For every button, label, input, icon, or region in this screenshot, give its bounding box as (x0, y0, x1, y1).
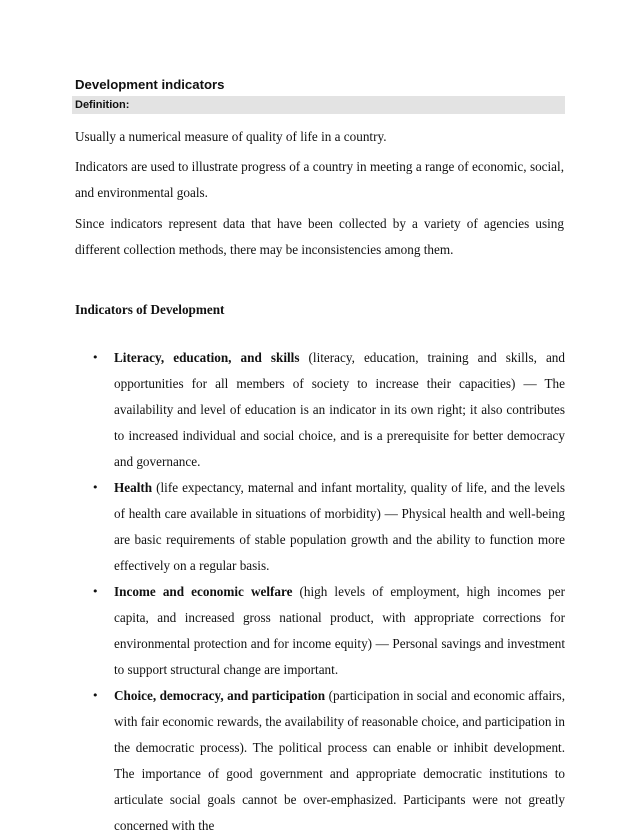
bullet-icon: • (92, 585, 99, 598)
bullet-icon: • (92, 481, 99, 494)
definition-label: Definition: (75, 99, 130, 111)
indicator-term: Choice, democracy, and participation (114, 688, 326, 703)
indicator-text: (participation in social and economic affairs, with fair economic rewards, the availability of reasonable choice, and participation in the democratic process). The political process can enable or inhibit development. The importance of good government and appropriate democratic institutions to articulate social goals cannot be over-emphasized. Participants were not greatly concerned with the (114, 688, 565, 833)
list-item (0, 683, 565, 839)
list-item (0, 475, 565, 579)
indicator-term: Literacy, education, and skills (114, 350, 300, 365)
bullet-icon: • (92, 351, 99, 364)
indicator-term: Income and economic welfare (114, 584, 293, 599)
list-item (0, 579, 565, 683)
list-item (0, 345, 565, 475)
bullet-icon: • (92, 689, 99, 702)
paragraph-2: Indicators are used to illustrate progress of a country in meeting a range of economic, social, and environmental goals. (75, 159, 564, 200)
indicator-text: (high levels of employment, high incomes per capita, and increased gross national product, with appropriate corrections for environmental protection and for income equity) — Personal savings and investment to support structural change are important. (114, 584, 565, 677)
paragraph-3: Since indicators represent data that have been collected by a variety of agencies using different collection methods, there may be inconsistencies among them. (75, 216, 564, 257)
page-title: Development indicators (75, 77, 225, 92)
section-heading: Indicators of Development (75, 302, 225, 317)
indicator-text: (literacy, education, training and skills, and opportunities for all members of society to increase their capacities) — The availability and level of education is an indicator in its own right; it also contributes to increased individual and social choice, and is a prerequisite for better democracy and governance. (114, 350, 565, 469)
indicator-list (0, 345, 638, 839)
indicator-text: (life expectancy, maternal and infant mortality, quality of life, and the levels of health care available in situations of morbidity) — Physical health and well-being are basic requirements of stable population growth and the ability to function more effectively on a regular basis. (114, 480, 565, 573)
paragraph-1: Usually a numerical measure of quality of life in a country. (75, 129, 387, 144)
indicator-term: Health (114, 480, 153, 495)
definition-bar (72, 96, 565, 114)
